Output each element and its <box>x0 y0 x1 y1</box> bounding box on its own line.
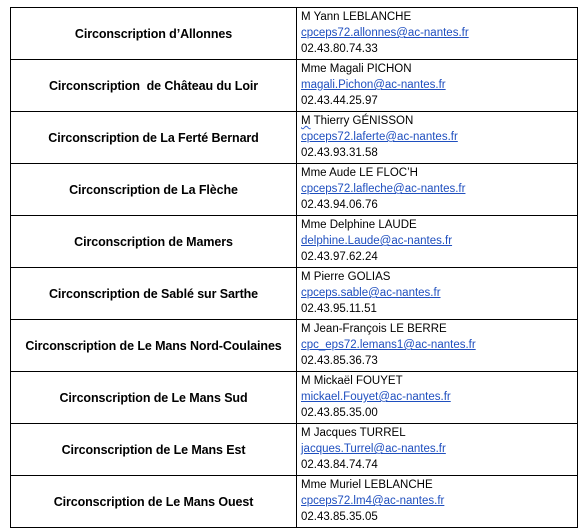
table-row <box>11 320 578 372</box>
contact-cell <box>297 372 578 424</box>
contact-name <box>301 113 577 129</box>
email-link[interactable]: cpceps72.allonnes@ac-nantes.fr <box>301 27 469 39</box>
contact-name-rest: Thierry GÉNISSON <box>310 115 414 127</box>
table-row <box>11 372 578 424</box>
email-link[interactable]: cpceps72.laferte@ac-nantes.fr <box>301 131 458 143</box>
phone-number: 02.43.93.31.58 <box>301 147 378 159</box>
contact-name: Mme Magali PICHON <box>301 63 412 75</box>
phone-number: 02.43.85.35.05 <box>301 511 378 523</box>
contact-name: M Pierre GOLIAS <box>301 271 391 283</box>
table-row <box>11 216 578 268</box>
email-link[interactable]: magali.Pichon@ac-nantes.fr <box>301 79 446 91</box>
contact-name: M Mickaël FOUYET <box>301 375 403 387</box>
contact-name: Mme Aude LE FLOC’H <box>301 167 418 179</box>
contact-name: Mme Muriel LEBLANCHE <box>301 479 433 491</box>
table-row <box>11 60 578 112</box>
table-row <box>11 424 578 476</box>
contact-cell <box>297 320 578 372</box>
circonscription-name: Circonscription de Mamers <box>11 216 297 268</box>
circonscription-name: Circonscription de Le Mans Sud <box>11 372 297 424</box>
contact-cell <box>297 476 578 528</box>
table-row <box>11 164 578 216</box>
phone-number: 02.43.85.36.73 <box>301 355 378 367</box>
contact-cell <box>297 164 578 216</box>
contact-cell <box>297 60 578 112</box>
circonscription-name: Circonscription de La Ferté Bernard <box>11 112 297 164</box>
contact-cell <box>297 424 578 476</box>
phone-number: 02.43.80.74.33 <box>301 43 378 55</box>
email-link[interactable]: cpceps72.lm4@ac-nantes.fr <box>301 495 445 507</box>
circonscription-name: Circonscription de Château du Loir <box>11 60 297 112</box>
phone-number: 02.43.44.25.97 <box>301 95 378 107</box>
phone-number: 02.43.84.74.74 <box>301 459 378 471</box>
circonscription-name: Circonscription d’Allonnes <box>11 8 297 60</box>
table-row <box>11 476 578 528</box>
contact-cell <box>297 112 578 164</box>
contact-cell <box>297 8 578 60</box>
phone-number: 02.43.85.35.00 <box>301 407 378 419</box>
circonscription-name: Circonscription de La Flèche <box>11 164 297 216</box>
email-link[interactable]: cpceps.sable@ac-nantes.fr <box>301 287 441 299</box>
contact-cell <box>297 268 578 320</box>
circonscription-name: Circonscription de Le Mans Ouest <box>11 476 297 528</box>
email-link[interactable]: mickael.Fouyet@ac-nantes.fr <box>301 391 451 403</box>
email-link[interactable]: jacques.Turrel@ac-nantes.fr <box>301 443 446 455</box>
phone-number: 02.43.94.06.76 <box>301 199 378 211</box>
email-link[interactable]: delphine.Laude@ac-nantes.fr <box>301 235 453 247</box>
circonscription-contacts-table <box>10 7 578 528</box>
table-row <box>11 8 578 60</box>
contact-name: Mme Delphine LAUDE <box>301 219 417 231</box>
circonscription-name: Circonscription de Le Mans Est <box>11 424 297 476</box>
email-link[interactable]: cpceps72.lafleche@ac-nantes.fr <box>301 183 466 195</box>
phone-number: 02.43.95.11.51 <box>301 303 377 315</box>
contact-cell <box>297 216 578 268</box>
email-link[interactable]: cpc_eps72.lemans1@ac-nantes.fr <box>301 339 476 351</box>
contact-name: M Jacques TURREL <box>301 427 406 439</box>
phone-number: 02.43.97.62.24 <box>301 251 378 263</box>
circonscription-name: Circonscription de Sablé sur Sarthe <box>11 268 297 320</box>
contact-name: M Jean-François LE BERRE <box>301 323 447 335</box>
table-row <box>11 112 578 164</box>
table-row <box>11 268 578 320</box>
contact-name: M Yann LEBLANCHE <box>301 11 412 23</box>
contact-name-prefix: M <box>301 115 311 127</box>
circonscription-name: Circonscription de Le Mans Nord-Coulaines <box>11 320 297 372</box>
